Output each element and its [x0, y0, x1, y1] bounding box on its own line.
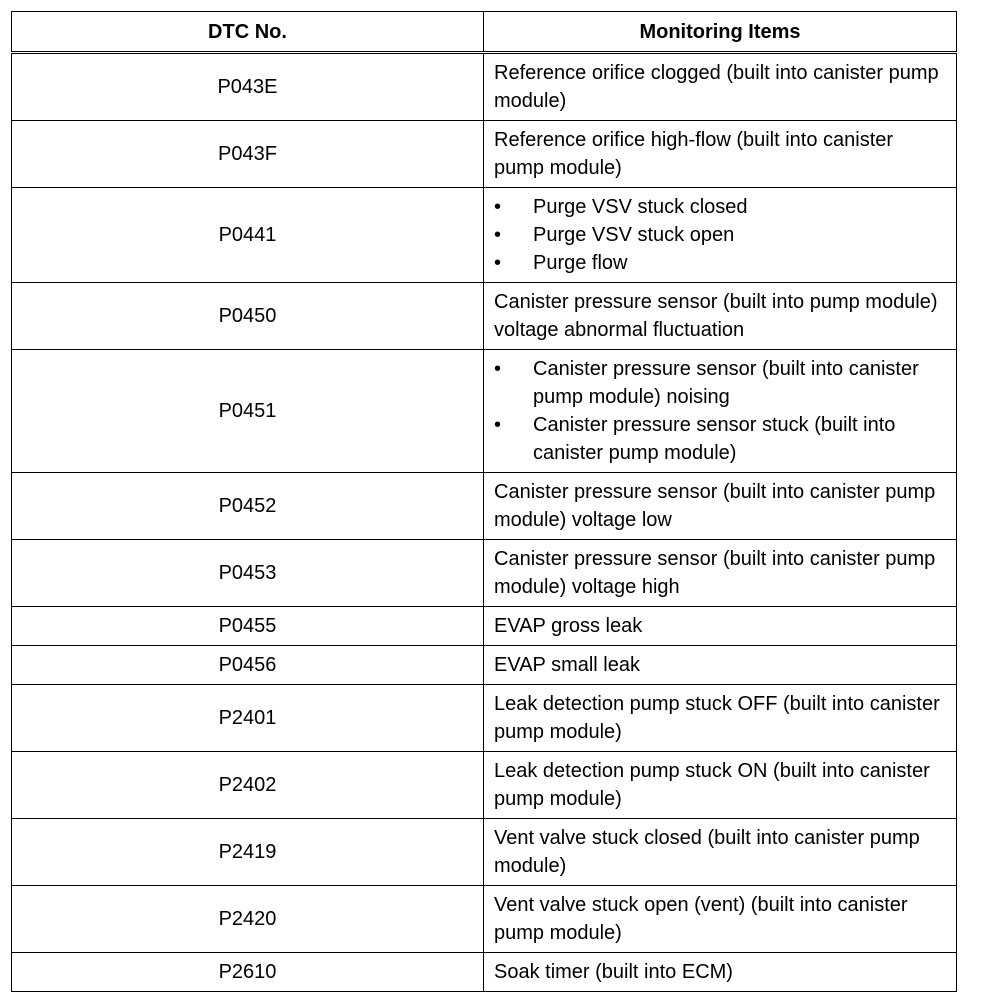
- bullet-icon: •: [494, 196, 502, 218]
- monitoring-item: [484, 646, 957, 685]
- list-item: [494, 193, 944, 221]
- dtc-code: P0451: [12, 350, 484, 473]
- table-row: [12, 685, 957, 752]
- table-row: [12, 540, 957, 607]
- table-row: [12, 953, 957, 992]
- bullet-icon: •: [494, 358, 502, 380]
- bullet-text: Purge VSV stuck closed: [533, 196, 748, 218]
- bullet-text: Purge VSV stuck open: [533, 224, 735, 246]
- monitoring-item-text: Canister pressure sensor (built into pump module) voltage abnormal fluctuation: [494, 291, 938, 341]
- dtc-code: P2420: [12, 886, 484, 953]
- monitoring-item-text: Vent valve stuck open (vent) (built into canister pump module): [494, 894, 908, 944]
- monitoring-item: [484, 685, 957, 752]
- table-row: [12, 53, 957, 121]
- monitoring-item-text: EVAP gross leak: [494, 615, 643, 637]
- bullet-text: Canister pressure sensor (built into canister pump module) noising: [533, 358, 919, 408]
- dtc-code: P043F: [12, 121, 484, 188]
- table-row: [12, 188, 957, 283]
- dtc-code: P0452: [12, 473, 484, 540]
- table-row: [12, 283, 957, 350]
- monitoring-item: [484, 283, 957, 350]
- monitoring-item-text: Leak detection pump stuck ON (built into canister pump module): [494, 760, 930, 810]
- monitoring-item-text: Canister pressure sensor (built into canister pump module) voltage low: [494, 481, 936, 531]
- bullet-list: [494, 193, 944, 277]
- monitoring-item: [484, 886, 957, 953]
- monitoring-item-text: Reference orifice high-flow (built into canister pump module): [494, 129, 894, 179]
- table-row: [12, 607, 957, 646]
- table-row: [12, 473, 957, 540]
- table-row: [12, 350, 957, 473]
- monitoring-item-text: EVAP small leak: [494, 654, 640, 676]
- dtc-table: [11, 11, 957, 992]
- dtc-code: P043E: [12, 53, 484, 121]
- table-row: [12, 752, 957, 819]
- table-header: [12, 12, 957, 53]
- monitoring-item-text: Vent valve stuck closed (built into canister pump module): [494, 827, 920, 877]
- monitoring-item: [484, 473, 957, 540]
- dtc-code: P0455: [12, 607, 484, 646]
- monitoring-item-text: Soak timer (built into ECM): [494, 961, 733, 983]
- table-row: [12, 886, 957, 953]
- list-item: [494, 411, 944, 467]
- bullet-icon: •: [494, 224, 502, 246]
- monitoring-item-text: Leak detection pump stuck OFF (built into canister pump module): [494, 693, 940, 743]
- monitoring-item: [484, 350, 957, 473]
- monitoring-item-text: Canister pressure sensor (built into canister pump module) voltage high: [494, 548, 936, 598]
- dtc-code: P2402: [12, 752, 484, 819]
- monitoring-item: [484, 752, 957, 819]
- list-item: [494, 221, 944, 249]
- monitoring-item-text: Reference orifice clogged (built into canister pump module): [494, 62, 939, 112]
- dtc-code: P0450: [12, 283, 484, 350]
- monitoring-item: [484, 953, 957, 992]
- dtc-code: P0456: [12, 646, 484, 685]
- list-item: [494, 355, 944, 411]
- table-row: [12, 121, 957, 188]
- monitoring-item: [484, 188, 957, 283]
- table-row: [12, 819, 957, 886]
- header-dtc-no: DTC No.: [12, 12, 484, 53]
- table-body: [12, 53, 957, 992]
- dtc-code: P2419: [12, 819, 484, 886]
- monitoring-item: [484, 819, 957, 886]
- monitoring-item: [484, 121, 957, 188]
- bullet-text: Purge flow: [533, 252, 628, 274]
- table-row: [12, 646, 957, 685]
- dtc-code: P2610: [12, 953, 484, 992]
- bullet-text: Canister pressure sensor stuck (built into canister pump module): [533, 414, 896, 464]
- bullet-list: [494, 355, 944, 467]
- header-row: [12, 12, 957, 53]
- dtc-code: P2401: [12, 685, 484, 752]
- dtc-code: P0441: [12, 188, 484, 283]
- list-item: [494, 249, 944, 277]
- monitoring-item: [484, 607, 957, 646]
- bullet-icon: •: [494, 252, 502, 274]
- header-monitoring-items: Monitoring Items: [484, 12, 957, 53]
- dtc-code: P0453: [12, 540, 484, 607]
- monitoring-item: [484, 53, 957, 121]
- monitoring-item: [484, 540, 957, 607]
- bullet-icon: •: [494, 414, 502, 436]
